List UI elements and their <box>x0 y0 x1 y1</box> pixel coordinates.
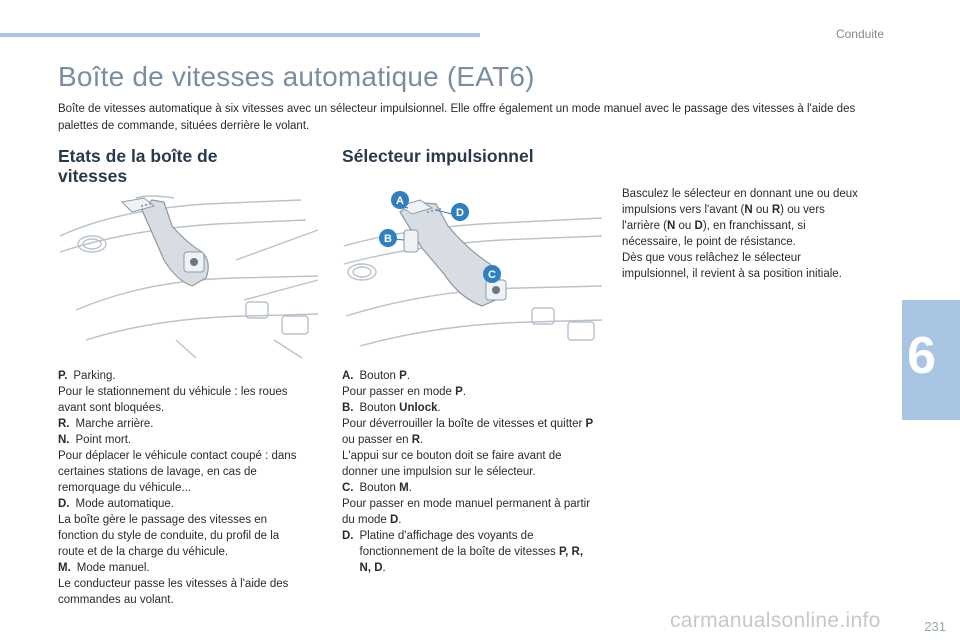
item-r: R. Marche arrière. <box>58 418 154 430</box>
intro-paragraph: Boîte de vitesses automatique à six vitesses avec un sélecteur impulsionnel. Elle offre également un mode manuel avec le passage des vitesses à l'aide des palettes de commande, situées derrière le volant. <box>58 103 856 132</box>
selector-components-list <box>342 368 597 576</box>
callout-c <box>483 265 501 283</box>
selector-instructions <box>622 186 862 282</box>
watermark: carmanualsonline.info <box>670 609 881 632</box>
callout-b <box>379 229 397 247</box>
callout-a <box>391 191 409 209</box>
component-c: C. Bouton M. <box>342 482 412 494</box>
instruction-paragraph-1: Basculez le sélecteur en donnant une ou deux impulsions vers l'avant (N ou R) ou vers l'arrière (N ou D), en franchissant, si nécessaire, le point de résistance. <box>622 188 858 248</box>
callout-b-label: B <box>384 233 392 245</box>
component-b: B. Bouton Unlock. <box>342 402 441 414</box>
section-label: Conduite <box>835 27 884 41</box>
callout-d-label: D <box>456 207 464 219</box>
item-d-desc: La boîte gère le passage des vitesses en fonction du style de conduite, du profil de la route et de la charge du véhicule. <box>58 514 280 558</box>
gear-console-drawing <box>56 190 320 360</box>
impulse-selector-illustration <box>340 190 604 360</box>
callout-c-label: C <box>488 269 496 281</box>
manual-button-dot <box>190 258 198 266</box>
item-p-desc: Pour le stationnement du véhicule : les roues avant sont bloquées. <box>58 386 288 414</box>
component-a-desc: Pour passer en mode P. <box>342 386 467 398</box>
heading-impulse-selector: Sélecteur impulsionnel <box>342 146 534 166</box>
header-accent-bar <box>0 33 480 37</box>
component-b-desc: Pour déverrouiller la boîte de vitesses et quitter P ou passer en R. <box>342 418 594 446</box>
impulse-selector-drawing <box>340 190 604 360</box>
chapter-number: 6 <box>907 327 936 385</box>
item-n-desc: Pour déplacer le véhicule contact coupé : dans certaines stations de lavage, en cas de remorquage du véhicule... <box>58 450 297 494</box>
component-c-desc: Pour passer en mode manuel permanent à partir du mode D. <box>342 498 591 526</box>
item-p: P. Parking. <box>58 370 116 382</box>
item-m-desc: Le conducteur passe les vitesses à l'aide des commandes au volant. <box>58 578 289 606</box>
component-a: A. Bouton P. <box>342 370 411 382</box>
item-m: M. Mode manuel. <box>58 562 150 574</box>
page-title: Boîte de vitesses automatique (EAT6) <box>58 61 535 92</box>
component-d: D. Platine d'affichage des voyants de fonctionnement de la boîte de vitesses P, R, N, D. <box>342 530 584 574</box>
instruction-paragraph-2: Dès que vous relâchez le sélecteur impulsionnel, il revient à sa position initiale. <box>622 252 842 280</box>
page-number: 231 <box>924 619 946 634</box>
callout-d <box>451 203 469 221</box>
m-button-dot <box>492 286 500 294</box>
callout-a-label: A <box>396 195 404 207</box>
component-b-note: L'appui sur ce bouton doit se faire avant de donner une impulsion sur le sélecteur. <box>342 450 562 478</box>
gear-selector-illustration <box>56 190 320 360</box>
item-n: N. Point mort. <box>58 434 132 446</box>
heading-gearbox-states: Etats de la boîte de vitesses <box>58 146 218 186</box>
gearbox-states-list <box>58 368 308 608</box>
item-d: D. Mode automatique. <box>58 498 174 510</box>
